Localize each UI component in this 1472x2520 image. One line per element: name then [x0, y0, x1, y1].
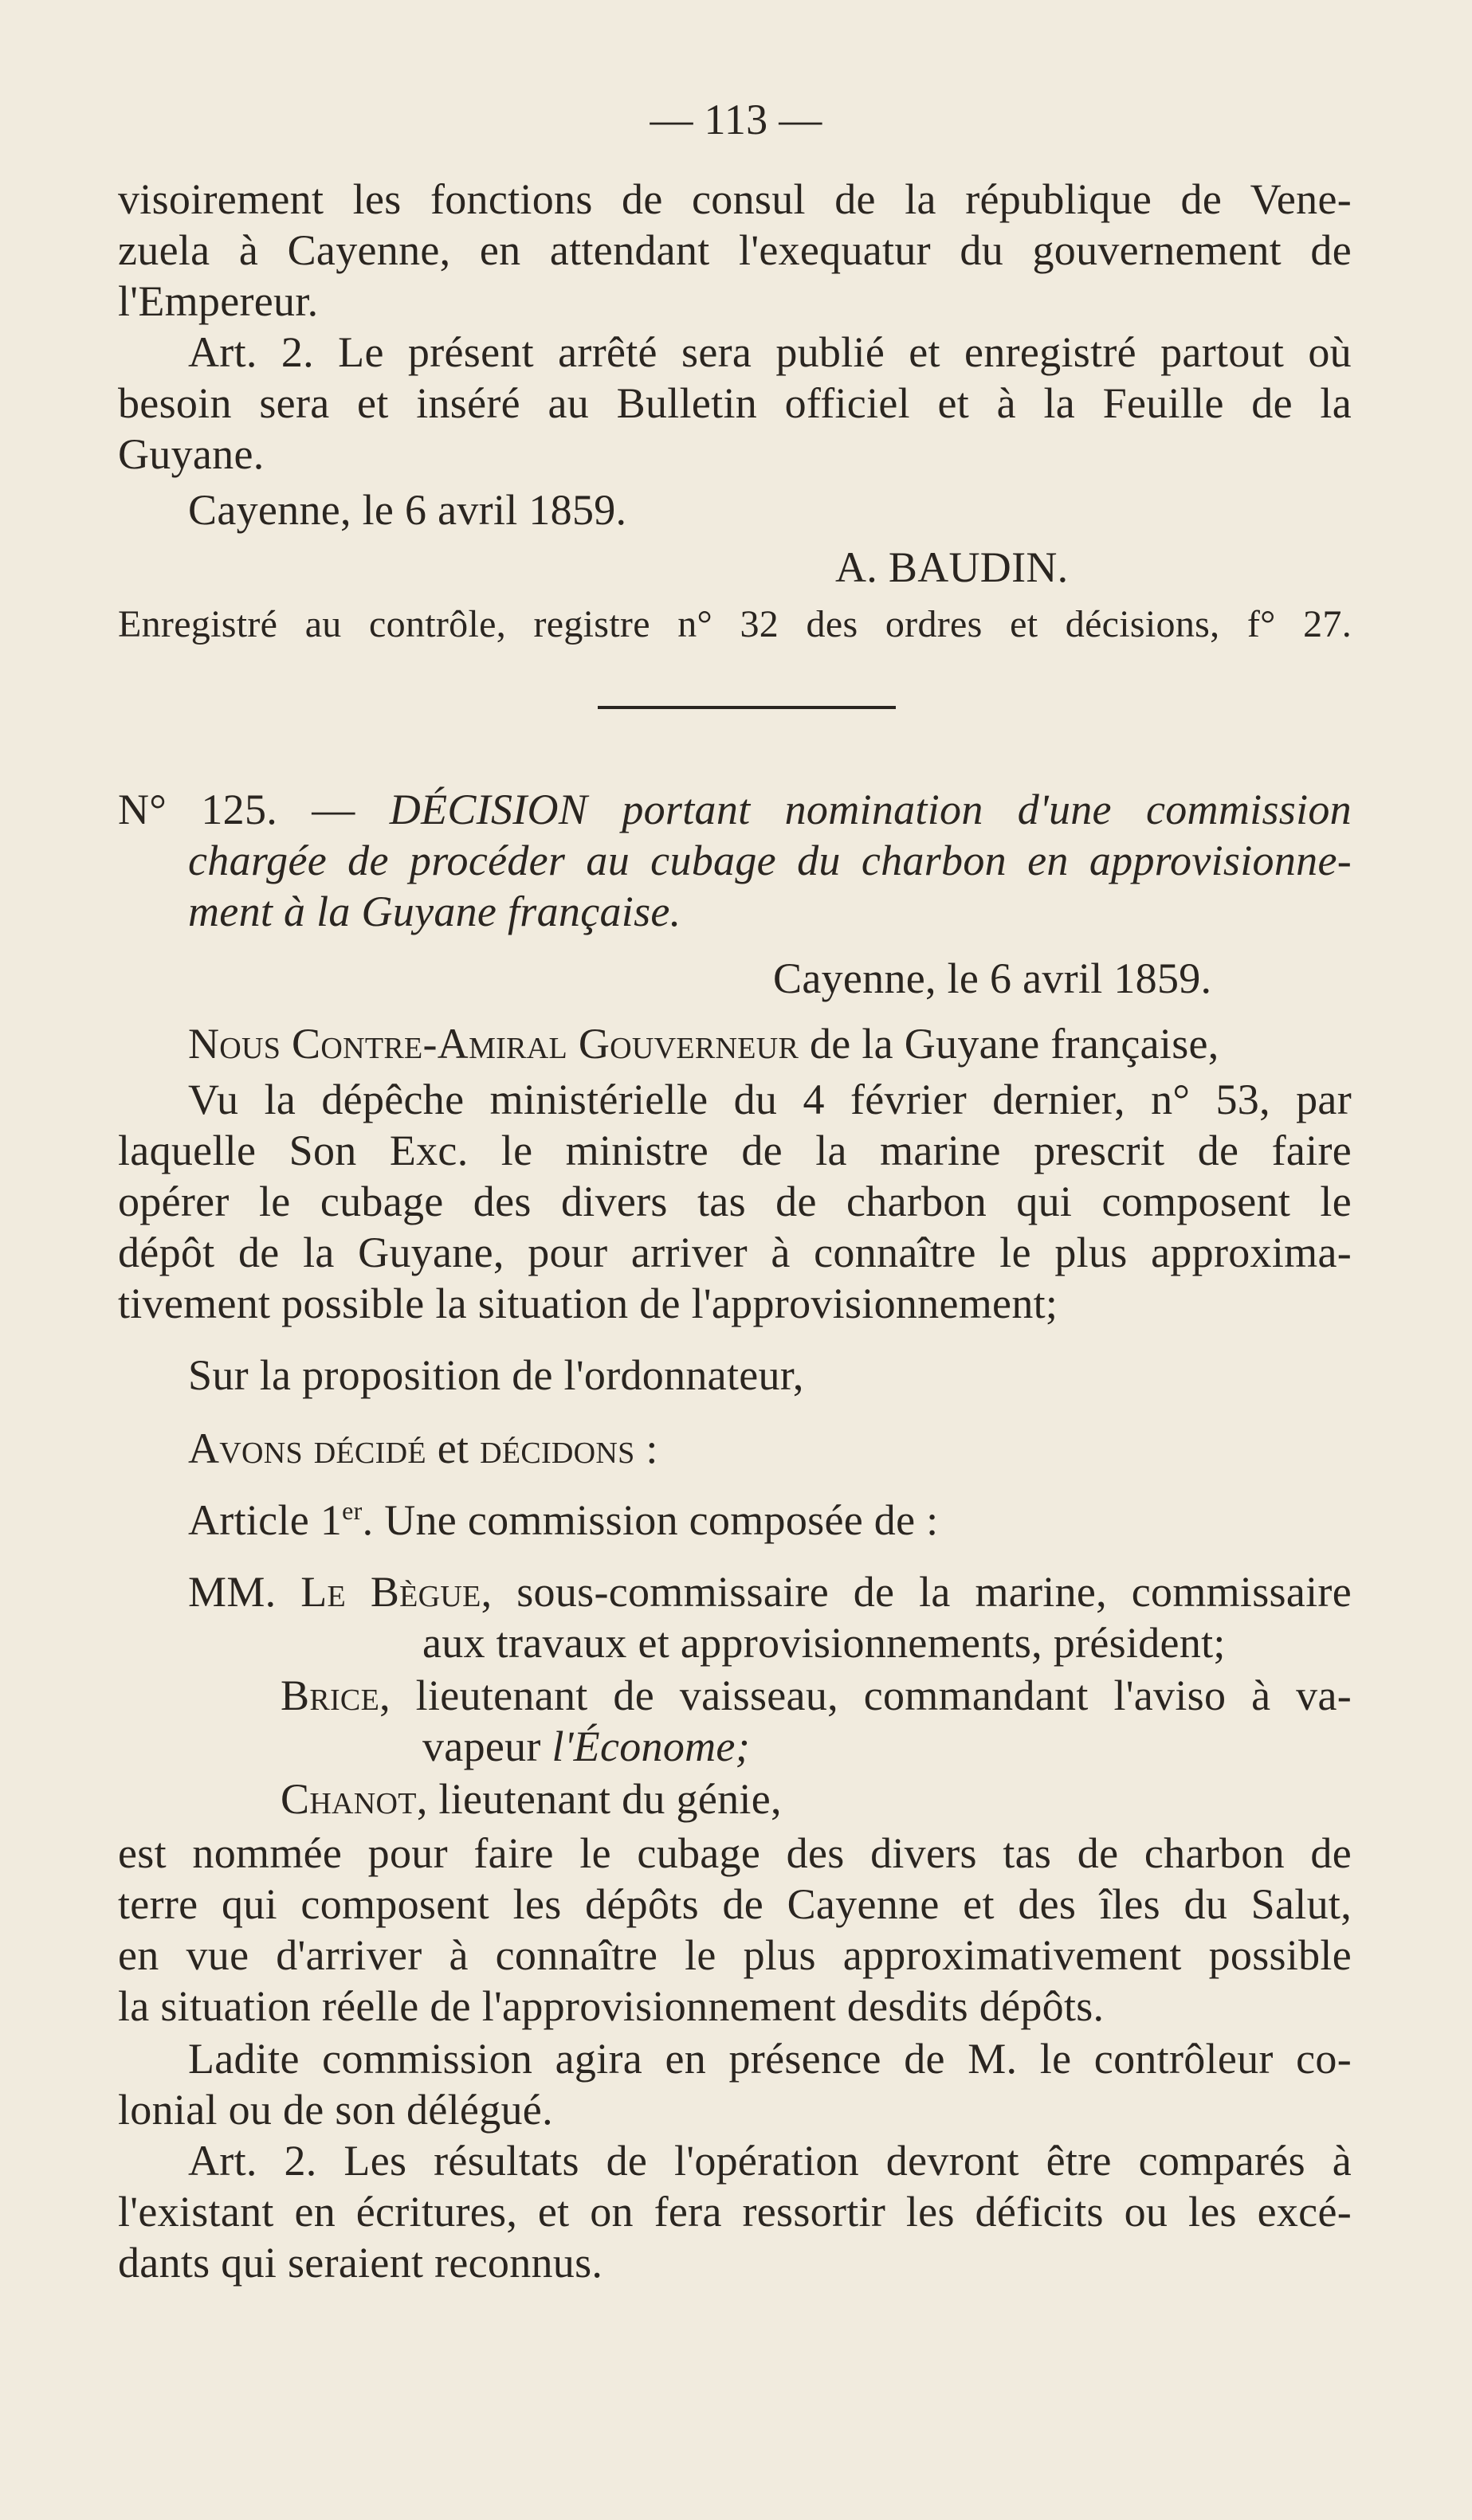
article-1-line [188, 1495, 1352, 1546]
text-line: dants qui seraient reconnus. [118, 2239, 603, 2287]
decision-number: N° 125. [118, 786, 278, 833]
text-line: opérer le cubage des divers tas de charbon qui composent le [118, 1178, 1352, 1225]
text-line: l'existant en écritures, et on fera ressortir les déficits ou les excé- [118, 2188, 1352, 2236]
text-line: est nommée pour faire le cubage des divers tas de charbon de [118, 1829, 1352, 1877]
governor-line [188, 1018, 1352, 1069]
mm-label: MM. [188, 1568, 277, 1616]
gouverneur-word: Gouverneur [578, 1020, 799, 1068]
chanot-name: Chanot [281, 1775, 417, 1823]
text-line: en vue d'arriver à connaître le plus approximativement possible [118, 1931, 1352, 1979]
decision-title-line: ment à la Guyane française. [188, 888, 681, 935]
avons-decide-line [188, 1423, 1352, 1474]
member-brice-l2 [422, 1721, 1352, 1772]
text-line: Guyane. [118, 430, 265, 478]
brice-vapeur: vapeur [422, 1722, 541, 1770]
registration-note: Enregistré au contrôle, registre n° 32 des ordres et décisions, f° 27. [118, 603, 1352, 645]
section-divider [598, 706, 896, 709]
text-line: terre qui composent les dépôts de Cayenne et des îles du Salut, [118, 1880, 1352, 1928]
member-lebegue [188, 1566, 1352, 1617]
text-line: Vu la dépêche ministérielle du 4 février dernier, n° 53, par [188, 1076, 1352, 1123]
decision-date-place: Cayenne, le 6 avril 1859. [773, 954, 1212, 1002]
lebegue-name: Le Bègue [300, 1568, 481, 1616]
text-line: laquelle Son Exc. le ministre de la marine prescrit de faire [118, 1127, 1352, 1174]
member-brice [281, 1670, 1352, 1721]
text-line: la situation réelle de l'approvisionnement desdits dépôts. [118, 1982, 1105, 2030]
text-line: Art. 2. Les résultats de l'opération devront être comparés à [188, 2137, 1352, 2185]
et-word: et [437, 1425, 469, 1472]
text-line: visoirement les fonctions de consul de la république de Vene- [118, 175, 1352, 223]
page-number: — 113 — [650, 96, 822, 143]
ship-name: l'Économe; [552, 1722, 750, 1770]
text-line: lonial ou de son délégué. [118, 2086, 553, 2134]
article-1-label: Article 1 [188, 1496, 343, 1544]
brice-role: , lieutenant de vaisseau, commandant l'aviso à va- [379, 1672, 1352, 1719]
governor-line-rest: de la Guyane française, [809, 1020, 1219, 1068]
decision-title-line: chargée de procéder au cubage du charbon en approvisionne- [188, 837, 1352, 884]
text-line: l'Empereur. [118, 277, 319, 325]
date-place: Cayenne, le 6 avril 1859. [188, 486, 627, 534]
text-line: Sur la proposition de l'ordonnateur, [188, 1351, 804, 1399]
article-1-sup: er [342, 1496, 363, 1525]
decision-title [118, 784, 1352, 835]
member-lebegue-l2: aux travaux et approvisionnements, président; [422, 1619, 1226, 1667]
signature: A. BAUDIN. [835, 543, 1069, 591]
text-line: zuela à Cayenne, en attendant l'exequatur du gouvernement de [118, 226, 1352, 274]
member-chanot [281, 1773, 1352, 1824]
text-line: Art. 2. Le présent arrêté sera publié et enregistré partout où [188, 328, 1352, 376]
text-line: Ladite commission agira en présence de M. le contrôleur co- [188, 2035, 1352, 2083]
avons-decide: Avons décidé [188, 1425, 426, 1472]
decision-title-line: DÉCISION portant nomination d'une commission [389, 786, 1352, 833]
nous-word: Nous [188, 1020, 281, 1068]
brice-name: Brice [281, 1672, 380, 1719]
text-line: dépôt de la Guyane, pour arriver à connaître le plus approxima- [118, 1229, 1352, 1276]
chanot-role: , lieutenant du génie, [416, 1775, 782, 1823]
decidons: décidons : [480, 1425, 658, 1472]
lebegue-role: , sous-commissaire de la marine, commissaire [481, 1568, 1352, 1616]
text-line: tivement possible la situation de l'approvisionnement; [118, 1280, 1058, 1327]
article-1-rest: . Une commission composée de : [362, 1496, 939, 1544]
text-line: besoin sera et inséré au Bulletin officiel et à la Feuille de la [118, 379, 1352, 427]
contre-amiral-word: Contre-Amiral [292, 1020, 568, 1068]
decision-dash: — [312, 786, 355, 833]
